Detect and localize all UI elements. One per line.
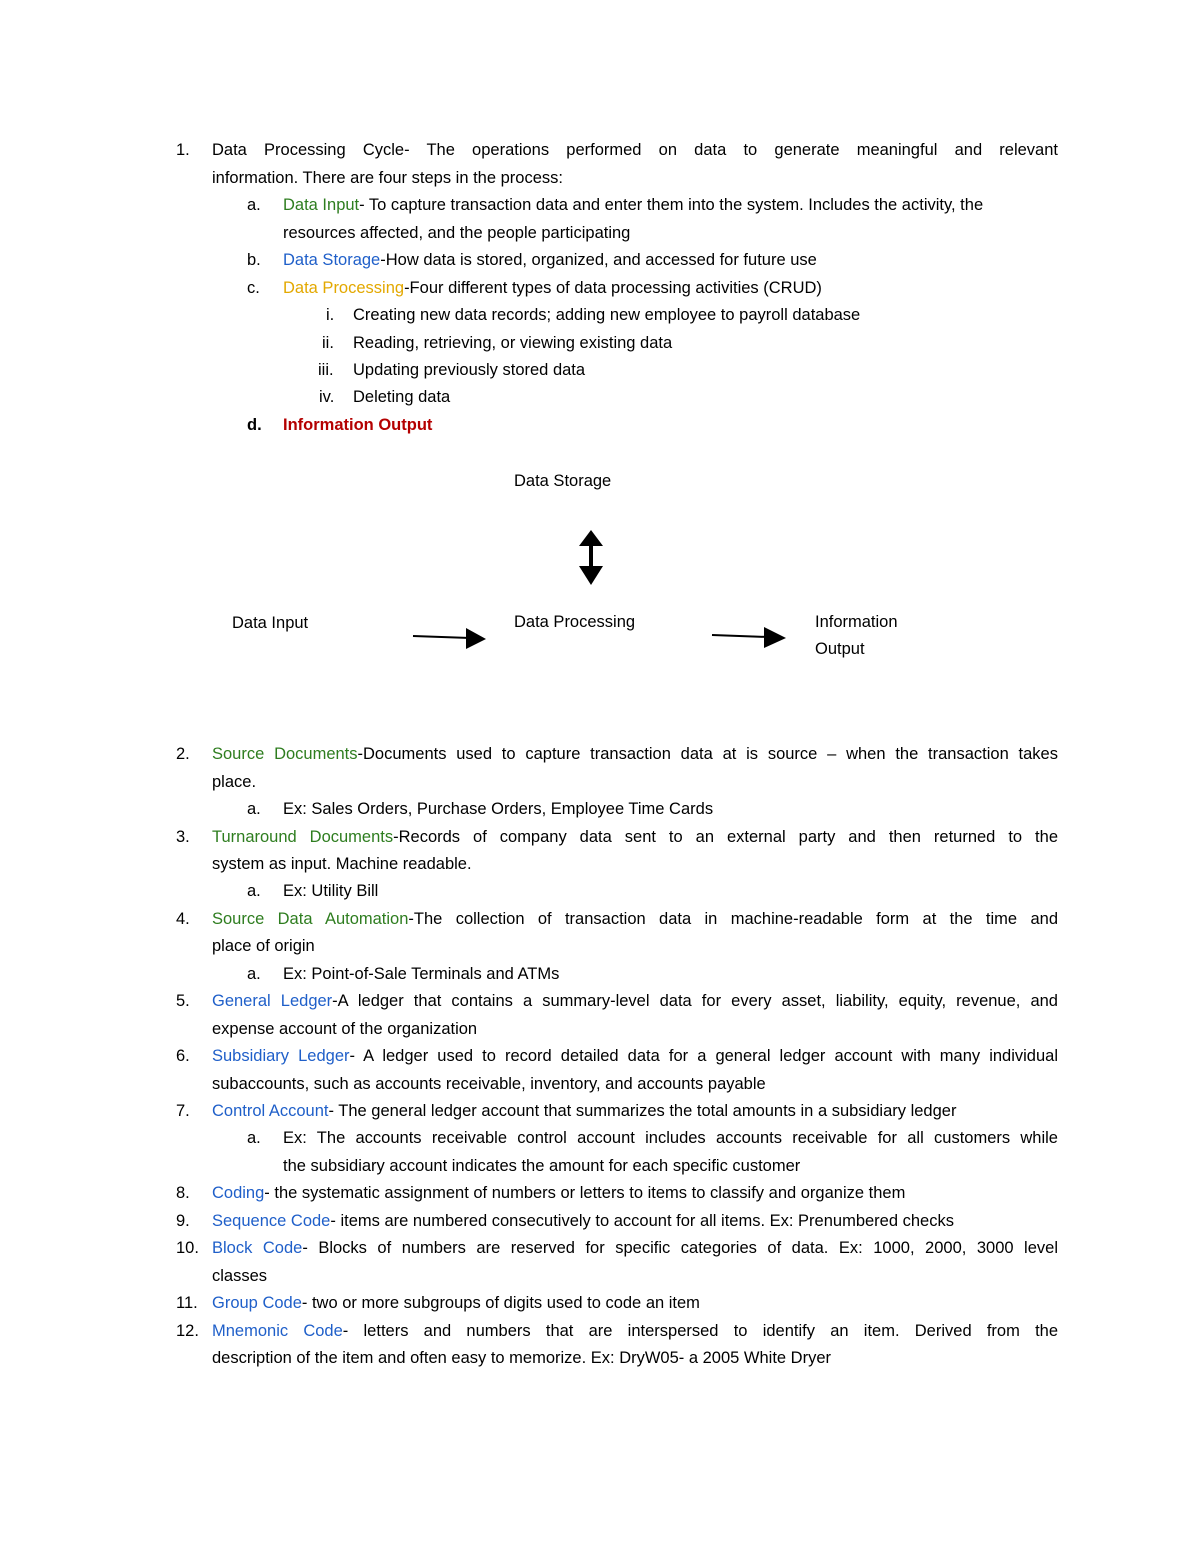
- item-text: information. There are four steps in the process:: [212, 169, 563, 187]
- list-number: 2.: [176, 745, 190, 763]
- list-item-7: [0, 1102, 1200, 1129]
- term-definition: - items are numbered consecutively to account for all items. Ex: Prenumbered checks: [330, 1212, 954, 1230]
- diagram-label-storage: Data Storage: [514, 472, 612, 490]
- example-text: the subsidiary account indicates the amount for each specific customer: [283, 1157, 801, 1175]
- example-text: Ex: The accounts receivable control account includes accounts receivable for all customers while: [283, 1129, 1058, 1147]
- list-item-3: [0, 828, 1200, 855]
- arrow-input-to-processing: [413, 628, 486, 649]
- item-text: Data Processing Cycle- The operations performed on data to generate meaningful and relevant: [212, 141, 1058, 159]
- list-item-4: [0, 910, 1200, 937]
- term-source-documents: Source Documents: [212, 745, 358, 763]
- example-text: Ex: Sales Orders, Purchase Orders, Employee Time Cards: [283, 800, 714, 818]
- term-definition: -Documents used to capture transaction data at is source – when the transaction takes: [357, 745, 1058, 763]
- term-definition: classes: [212, 1267, 268, 1285]
- term-definition: description of the item and often easy to memorize. Ex: DryW05- a 2005 White Dryer: [212, 1349, 832, 1367]
- roman-text: Updating previously stored data: [353, 361, 586, 379]
- term-turnaround-documents: Turnaround Documents: [212, 828, 394, 846]
- list-number: 6.: [176, 1047, 190, 1065]
- term-definition: - The general ledger account that summarizes the total amounts in a subsidiary ledger: [328, 1102, 957, 1120]
- term-definition: -The collection of transaction data in machine-readable form at the time and: [408, 910, 1058, 928]
- sub-item-c: [0, 279, 1200, 306]
- roman-item-i: [0, 306, 1200, 333]
- term-definition: - letters and numbers that are interspersed to identify an item. Derived from the: [342, 1322, 1059, 1340]
- term-definition: resources affected, and the people participating: [283, 224, 631, 242]
- list-item-11: [0, 1294, 1200, 1321]
- term-definition: -A ledger that contains a summary-level data for every asset, liability, equity, revenue, and: [332, 992, 1058, 1010]
- sub-marker: a.: [247, 1129, 261, 1147]
- sub-item-b: [0, 251, 1200, 278]
- list-number: 7.: [176, 1102, 190, 1120]
- diagram-label-output-line1: Information: [815, 613, 898, 631]
- term-block-code: Block Code: [212, 1239, 303, 1257]
- roman-text: Deleting data: [353, 388, 451, 406]
- example-item: [0, 800, 1200, 827]
- list-number: 5.: [176, 992, 190, 1010]
- term-data-processing: Data Processing: [283, 279, 405, 297]
- roman-marker: iv.: [319, 388, 335, 406]
- list-item-5: [0, 992, 1200, 1019]
- term-information-output: Information Output: [283, 416, 433, 434]
- list-item-10: [0, 1239, 1200, 1266]
- term-coding: Coding: [212, 1184, 265, 1202]
- term-definition: - two or more subgroups of digits used to code an item: [301, 1294, 700, 1312]
- roman-text: Reading, retrieving, or viewing existing data: [353, 334, 673, 352]
- example-item: [0, 882, 1200, 909]
- roman-text: Creating new data records; adding new employee to payroll database: [353, 306, 861, 324]
- list-number: 4.: [176, 910, 190, 928]
- term-definition: subaccounts, such as accounts receivable, inventory, and accounts payable: [212, 1075, 766, 1093]
- term-definition: - A ledger used to record detailed data for a general ledger account with many individual: [349, 1047, 1059, 1065]
- sub-marker: a.: [247, 882, 261, 900]
- diagram-label-output-line2: Output: [815, 640, 865, 658]
- list-item-9: [0, 1212, 1200, 1239]
- roman-marker: i.: [326, 306, 335, 324]
- diagram-label-input: Data Input: [232, 614, 309, 632]
- arrow-processing-to-output: [712, 627, 786, 648]
- list-item-1: [0, 141, 1200, 168]
- list-number: 9.: [176, 1212, 190, 1230]
- sub-marker: a.: [247, 196, 261, 214]
- roman-item-iii: [0, 361, 1200, 388]
- term-definition: -Four different types of data processing activities (CRUD): [404, 279, 822, 297]
- term-general-ledger: General Ledger: [212, 992, 333, 1010]
- roman-marker: iii.: [318, 361, 334, 379]
- list-number: 12.: [176, 1322, 199, 1340]
- diagram-label-processing: Data Processing: [514, 613, 636, 631]
- term-sequence-code: Sequence Code: [212, 1212, 331, 1230]
- term-definition: - To capture transaction data and enter them into the system. Includes the activity, the: [359, 196, 984, 214]
- term-group-code: Group Code: [212, 1294, 302, 1312]
- sub-marker: c.: [247, 279, 260, 297]
- term-control-account: Control Account: [212, 1102, 329, 1120]
- double-arrow-vertical: [579, 530, 603, 585]
- term-definition: place.: [212, 773, 257, 791]
- term-data-input: Data Input: [283, 196, 360, 214]
- term-definition: - the systematic assignment of numbers or letters to items to classify and organize them: [264, 1184, 906, 1202]
- sub-item-d: [0, 416, 1200, 443]
- sub-marker: d.: [247, 416, 262, 434]
- term-source-data-automation: Source Data Automation: [212, 910, 409, 928]
- example-text: Ex: Utility Bill: [283, 882, 379, 900]
- term-definition: -Records of company data sent to an external party and then returned to the: [393, 828, 1058, 846]
- list-item-12: [0, 1322, 1200, 1349]
- list-number: 8.: [176, 1184, 190, 1202]
- list-number: 10.: [176, 1239, 199, 1257]
- list-number: 1.: [176, 141, 190, 159]
- term-definition: - Blocks of numbers are reserved for specific categories of data. Ex: 1000, 2000, 3000 level: [302, 1239, 1058, 1257]
- example-item: [0, 965, 1200, 992]
- sub-marker: b.: [247, 251, 261, 269]
- term-mnemonic-code: Mnemonic Code: [212, 1322, 343, 1340]
- example-text: Ex: Point-of-Sale Terminals and ATMs: [283, 965, 560, 983]
- sub-marker: a.: [247, 965, 261, 983]
- list-number: 3.: [176, 828, 190, 846]
- sub-marker: a.: [247, 800, 261, 818]
- roman-item-ii: [0, 334, 1200, 361]
- example-item: [0, 1129, 1200, 1156]
- roman-item-iv: [0, 388, 1200, 415]
- term-subsidiary-ledger: Subsidiary Ledger: [212, 1047, 350, 1065]
- list-item-6: [0, 1047, 1200, 1074]
- sub-item-a: [0, 196, 1200, 223]
- list-item-2: [0, 745, 1200, 772]
- term-definition: system as input. Machine readable.: [212, 855, 472, 873]
- list-number: 11.: [176, 1294, 198, 1312]
- list-item-8: [0, 1184, 1200, 1211]
- term-definition: -How data is stored, organized, and accessed for future use: [380, 251, 817, 269]
- term-definition: place of origin: [212, 937, 315, 955]
- term-definition: expense account of the organization: [212, 1020, 478, 1038]
- roman-marker: ii.: [322, 334, 334, 352]
- term-data-storage: Data Storage: [283, 251, 381, 269]
